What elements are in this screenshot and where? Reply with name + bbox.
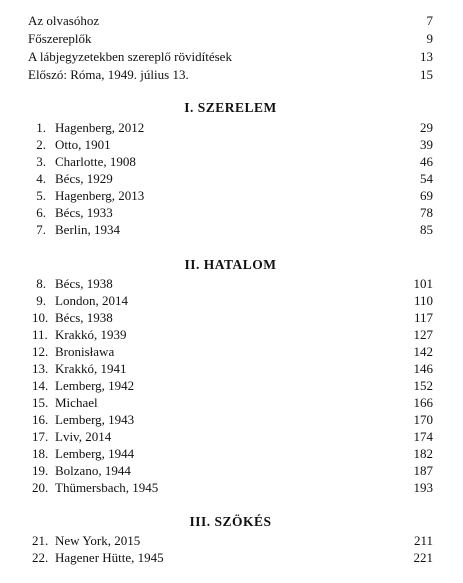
- chapter-number: 10.: [32, 310, 49, 325]
- chapter-number: 12.: [32, 344, 49, 359]
- part-heading: II. HATALOM: [184, 257, 277, 272]
- toc-entry-page: 7: [426, 13, 433, 28]
- chapter-title: Thümersbach, 1945: [55, 480, 159, 495]
- chapter-page: 127: [413, 327, 433, 342]
- chapter-number: 2.: [36, 137, 46, 152]
- chapter-number: 14.: [32, 378, 49, 393]
- chapter-title: Bolzano, 1944: [55, 463, 131, 478]
- toc-chapter: [28, 221, 433, 238]
- chapter-number: 20.: [32, 480, 49, 495]
- chapter-number: 15.: [32, 395, 49, 410]
- chapter-title: Bécs, 1933: [55, 205, 113, 220]
- toc-chapter: [28, 153, 433, 170]
- chapter-page: 211: [413, 533, 433, 548]
- chapter-title: Charlotte, 1908: [55, 154, 136, 169]
- chapter-page: 117: [413, 310, 433, 325]
- toc-chapter: [28, 428, 433, 445]
- chapter-title: Bécs, 1929: [55, 171, 113, 186]
- chapter-title: Otto, 1901: [55, 137, 111, 152]
- toc-chapter: [28, 394, 433, 411]
- chapter-number: 7.: [36, 222, 46, 237]
- chapter-page: 29: [420, 120, 433, 135]
- chapter-number: 13.: [32, 361, 49, 376]
- chapter-number: 11.: [32, 327, 48, 342]
- toc-chapter: [28, 479, 433, 496]
- chapter-page: 101: [413, 276, 433, 291]
- chapter-title: Hagenberg, 2012: [55, 120, 145, 135]
- chapter-title: Lemberg, 1944: [55, 446, 135, 461]
- chapter-page: 110: [413, 293, 433, 308]
- chapter-page: 85: [420, 222, 433, 237]
- chapter-number: 5.: [36, 188, 46, 203]
- chapter-page: 166: [413, 395, 433, 410]
- toc-chapter: [28, 275, 433, 292]
- chapter-title: Lemberg, 1943: [55, 412, 135, 427]
- chapter-title: Bécs, 1938: [55, 310, 113, 325]
- toc-entry-preface: [28, 66, 433, 83]
- toc-chapter: [28, 549, 433, 566]
- chapter-number: 22.: [32, 550, 49, 565]
- toc-entry-abbreviations: [28, 48, 433, 65]
- chapter-page: 142: [413, 344, 433, 359]
- chapter-number: 6.: [36, 205, 46, 220]
- toc-entry-page: 13: [420, 49, 433, 64]
- chapter-title: Hagenberg, 2013: [55, 188, 145, 203]
- chapter-page: 170: [413, 412, 433, 427]
- chapter-number: 17.: [32, 429, 49, 444]
- chapter-title: Krakkó, 1941: [55, 361, 127, 376]
- toc-entry-page: 15: [420, 67, 433, 82]
- chapter-page: 182: [413, 446, 433, 461]
- chapter-number: 8.: [36, 276, 46, 291]
- chapter-number: 9.: [36, 293, 46, 308]
- toc-entry-title: Előszó: Róma, 1949. július 13.: [28, 67, 189, 82]
- toc-entry-title: A lábjegyzetekben szereplő rövidítések: [28, 49, 232, 64]
- toc-chapter: [28, 360, 433, 377]
- chapter-title: Lemberg, 1942: [55, 378, 135, 393]
- chapter-page: 187: [413, 463, 433, 478]
- toc-chapter: [28, 532, 433, 549]
- toc-chapter: [28, 462, 433, 479]
- chapter-page: 46: [420, 154, 433, 169]
- chapter-title: Michael: [55, 395, 98, 410]
- chapter-page: 146: [413, 361, 433, 376]
- chapter-title: Krakkó, 1939: [55, 327, 127, 342]
- toc-entry-title: Az olvasóhoz: [28, 13, 100, 28]
- toc-chapter: [28, 326, 433, 343]
- toc-chapter: [28, 136, 433, 153]
- toc-chapter: [28, 343, 433, 360]
- chapter-page: 221: [413, 550, 433, 565]
- chapter-number: 19.: [32, 463, 49, 478]
- chapter-page: 39: [420, 137, 433, 152]
- chapter-number: 4.: [36, 171, 46, 186]
- chapter-title: Berlin, 1934: [55, 222, 120, 237]
- toc-chapter: [28, 119, 433, 136]
- chapter-page: 78: [420, 205, 433, 220]
- chapter-page: 54: [420, 171, 433, 186]
- toc-chapter: [28, 204, 433, 221]
- chapter-title: Lviv, 2014: [55, 429, 112, 444]
- toc-chapter: [28, 411, 433, 428]
- chapter-title: New York, 2015: [55, 533, 141, 548]
- toc-entry-to-the-reader: [28, 12, 433, 29]
- toc-chapter: [28, 309, 433, 326]
- chapter-title: London, 2014: [55, 293, 128, 308]
- toc-chapter: [28, 187, 433, 204]
- chapter-number: 18.: [32, 446, 49, 461]
- toc-chapter: [28, 377, 433, 394]
- chapter-title: Bécs, 1938: [55, 276, 113, 291]
- toc-chapter: [28, 170, 433, 187]
- chapter-page: 193: [413, 480, 433, 495]
- chapter-page: 174: [413, 429, 433, 444]
- chapter-page: 152: [413, 378, 433, 393]
- toc-chapter: [28, 292, 433, 309]
- chapter-page: 69: [420, 188, 433, 203]
- part-heading: I. SZERELEM: [184, 100, 277, 115]
- toc-entry-main-characters: [28, 30, 433, 47]
- chapter-number: 21.: [32, 533, 49, 548]
- toc-entry-page: 9: [426, 31, 433, 46]
- toc-entry-title: Főszereplők: [28, 31, 92, 46]
- toc-chapter: [28, 445, 433, 462]
- part-heading: III. SZÖKÉS: [189, 514, 272, 529]
- chapter-number: 3.: [36, 154, 46, 169]
- chapter-title: Hagener Hütte, 1945: [55, 550, 164, 565]
- chapter-number: 1.: [36, 120, 46, 135]
- chapter-title: Bronisława: [55, 344, 115, 359]
- chapter-number: 16.: [32, 412, 49, 427]
